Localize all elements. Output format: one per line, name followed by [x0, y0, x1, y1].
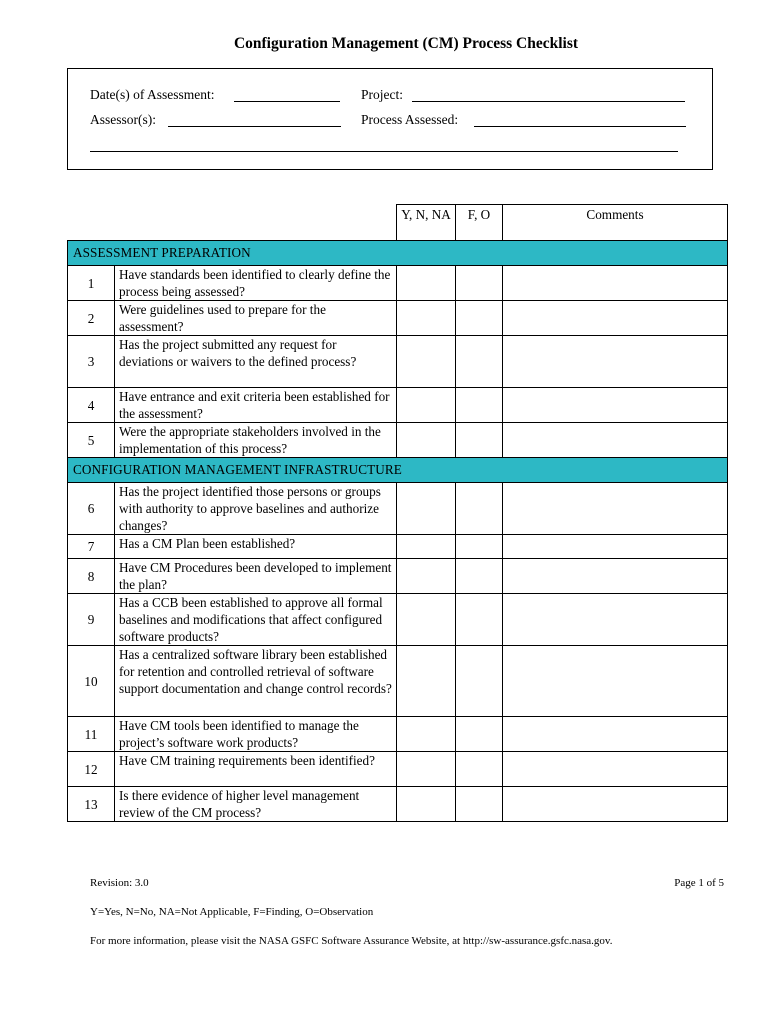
info-text: For more information, please visit the NASA GSFC Software Assurance Website, at http://sw-assurance.gsfc.nasa.gov. [90, 935, 613, 947]
table-header-row [68, 205, 728, 241]
fo-cell[interactable] [456, 594, 503, 646]
section-header-row [68, 458, 728, 483]
ynna-cell[interactable] [397, 646, 456, 717]
assessors-field[interactable] [168, 126, 341, 127]
item-number: 8 [68, 559, 115, 594]
project-field[interactable] [412, 101, 685, 102]
item-question: Have CM tools been identified to manage the project’s software work products? [115, 717, 397, 752]
ynna-cell[interactable] [397, 336, 456, 388]
section-title: CONFIGURATION MANAGEMENT INFRASTRUCTURE [68, 458, 728, 483]
ynna-cell[interactable] [397, 752, 456, 787]
item-number: 12 [68, 752, 115, 787]
item-question: Have entrance and exit criteria been established for the assessment? [115, 388, 397, 423]
item-number: 2 [68, 301, 115, 336]
item-question: Has a centralized software library been established for retention and controlled retrieval of software support documentation and change control records? [115, 646, 397, 717]
header-blank-num [68, 205, 115, 241]
item-number: 5 [68, 423, 115, 458]
header-blank-question [115, 205, 397, 241]
item-question: Have CM Procedures been developed to implement the plan? [115, 559, 397, 594]
ynna-cell[interactable] [397, 388, 456, 423]
item-question: Has a CM Plan been established? [115, 535, 397, 559]
page-number: Page 1 of 5 [674, 877, 724, 889]
item-number: 7 [68, 535, 115, 559]
fo-cell[interactable] [456, 266, 503, 301]
item-number: 4 [68, 388, 115, 423]
comments-cell[interactable] [503, 301, 728, 336]
process-field[interactable] [474, 126, 686, 127]
checklist-row [68, 752, 728, 787]
fo-cell[interactable] [456, 717, 503, 752]
ynna-cell[interactable] [397, 594, 456, 646]
comments-cell[interactable] [503, 388, 728, 423]
comments-cell[interactable] [503, 423, 728, 458]
comments-cell[interactable] [503, 336, 728, 388]
item-question: Has the project submitted any request for deviations or waivers to the defined process? [115, 336, 397, 388]
process-label: Process Assessed: [361, 112, 459, 127]
comments-cell[interactable] [503, 483, 728, 535]
item-question: Were the appropriate stakeholders involved in the implementation of this process? [115, 423, 397, 458]
assessors-label: Assessor(s): [90, 112, 156, 127]
project-label: Project: [361, 87, 403, 102]
comments-cell[interactable] [503, 535, 728, 559]
dates-label: Date(s) of Assessment: [90, 87, 215, 102]
revision-text: Revision: 3.0 [90, 877, 149, 889]
fo-cell[interactable] [456, 646, 503, 717]
col-header-ynna: Y, N, NA [397, 205, 456, 241]
checklist-row [68, 559, 728, 594]
fo-cell[interactable] [456, 388, 503, 423]
ynna-cell[interactable] [397, 266, 456, 301]
checklist-row [68, 483, 728, 535]
fo-cell[interactable] [456, 336, 503, 388]
section-header-row [68, 241, 728, 266]
ynna-cell[interactable] [397, 787, 456, 822]
ynna-cell[interactable] [397, 559, 456, 594]
checklist-row [68, 423, 728, 458]
section-title: ASSESSMENT PREPARATION [68, 241, 728, 266]
fo-cell[interactable] [456, 752, 503, 787]
legend-text: Y=Yes, N=No, NA=Not Applicable, F=Finding, O=Observation [90, 906, 374, 918]
checklist-row [68, 388, 728, 423]
checklist-table [67, 204, 728, 822]
comments-cell[interactable] [503, 646, 728, 717]
comments-cell[interactable] [503, 266, 728, 301]
dates-field[interactable] [234, 101, 340, 102]
assessment-info-box [67, 68, 713, 170]
checklist-row [68, 266, 728, 301]
ynna-cell[interactable] [397, 423, 456, 458]
checklist-row [68, 535, 728, 559]
checklist-row [68, 646, 728, 717]
comments-cell[interactable] [503, 594, 728, 646]
ynna-cell[interactable] [397, 535, 456, 559]
notes-line[interactable] [90, 151, 678, 152]
comments-cell[interactable] [503, 717, 728, 752]
item-question: Have CM training requirements been identified? [115, 752, 397, 787]
checklist-row [68, 301, 728, 336]
item-number: 1 [68, 266, 115, 301]
item-number: 13 [68, 787, 115, 822]
col-header-comments: Comments [503, 205, 728, 241]
item-question: Has the project identified those persons or groups with authority to approve baselines and authorize changes? [115, 483, 397, 535]
comments-cell[interactable] [503, 787, 728, 822]
document-title: Configuration Management (CM) Process Checklist [233, 35, 579, 52]
item-question: Has a CCB been established to approve all formal baselines and modifications that affect configured software products? [115, 594, 397, 646]
checklist-row [68, 594, 728, 646]
item-number: 11 [68, 717, 115, 752]
fo-cell[interactable] [456, 483, 503, 535]
item-question: Is there evidence of higher level management review of the CM process? [115, 787, 397, 822]
col-header-fo: F, O [456, 205, 503, 241]
fo-cell[interactable] [456, 301, 503, 336]
fo-cell[interactable] [456, 535, 503, 559]
checklist-row [68, 717, 728, 752]
ynna-cell[interactable] [397, 717, 456, 752]
item-number: 10 [68, 646, 115, 717]
item-question: Were guidelines used to prepare for the assessment? [115, 301, 397, 336]
comments-cell[interactable] [503, 559, 728, 594]
comments-cell[interactable] [503, 752, 728, 787]
fo-cell[interactable] [456, 423, 503, 458]
ynna-cell[interactable] [397, 483, 456, 535]
checklist-row [68, 787, 728, 822]
item-number: 6 [68, 483, 115, 535]
fo-cell[interactable] [456, 559, 503, 594]
ynna-cell[interactable] [397, 301, 456, 336]
item-number: 3 [68, 336, 115, 388]
item-question: Have standards been identified to clearly define the process being assessed? [115, 266, 397, 301]
fo-cell[interactable] [456, 787, 503, 822]
checklist-row [68, 336, 728, 388]
item-number: 9 [68, 594, 115, 646]
